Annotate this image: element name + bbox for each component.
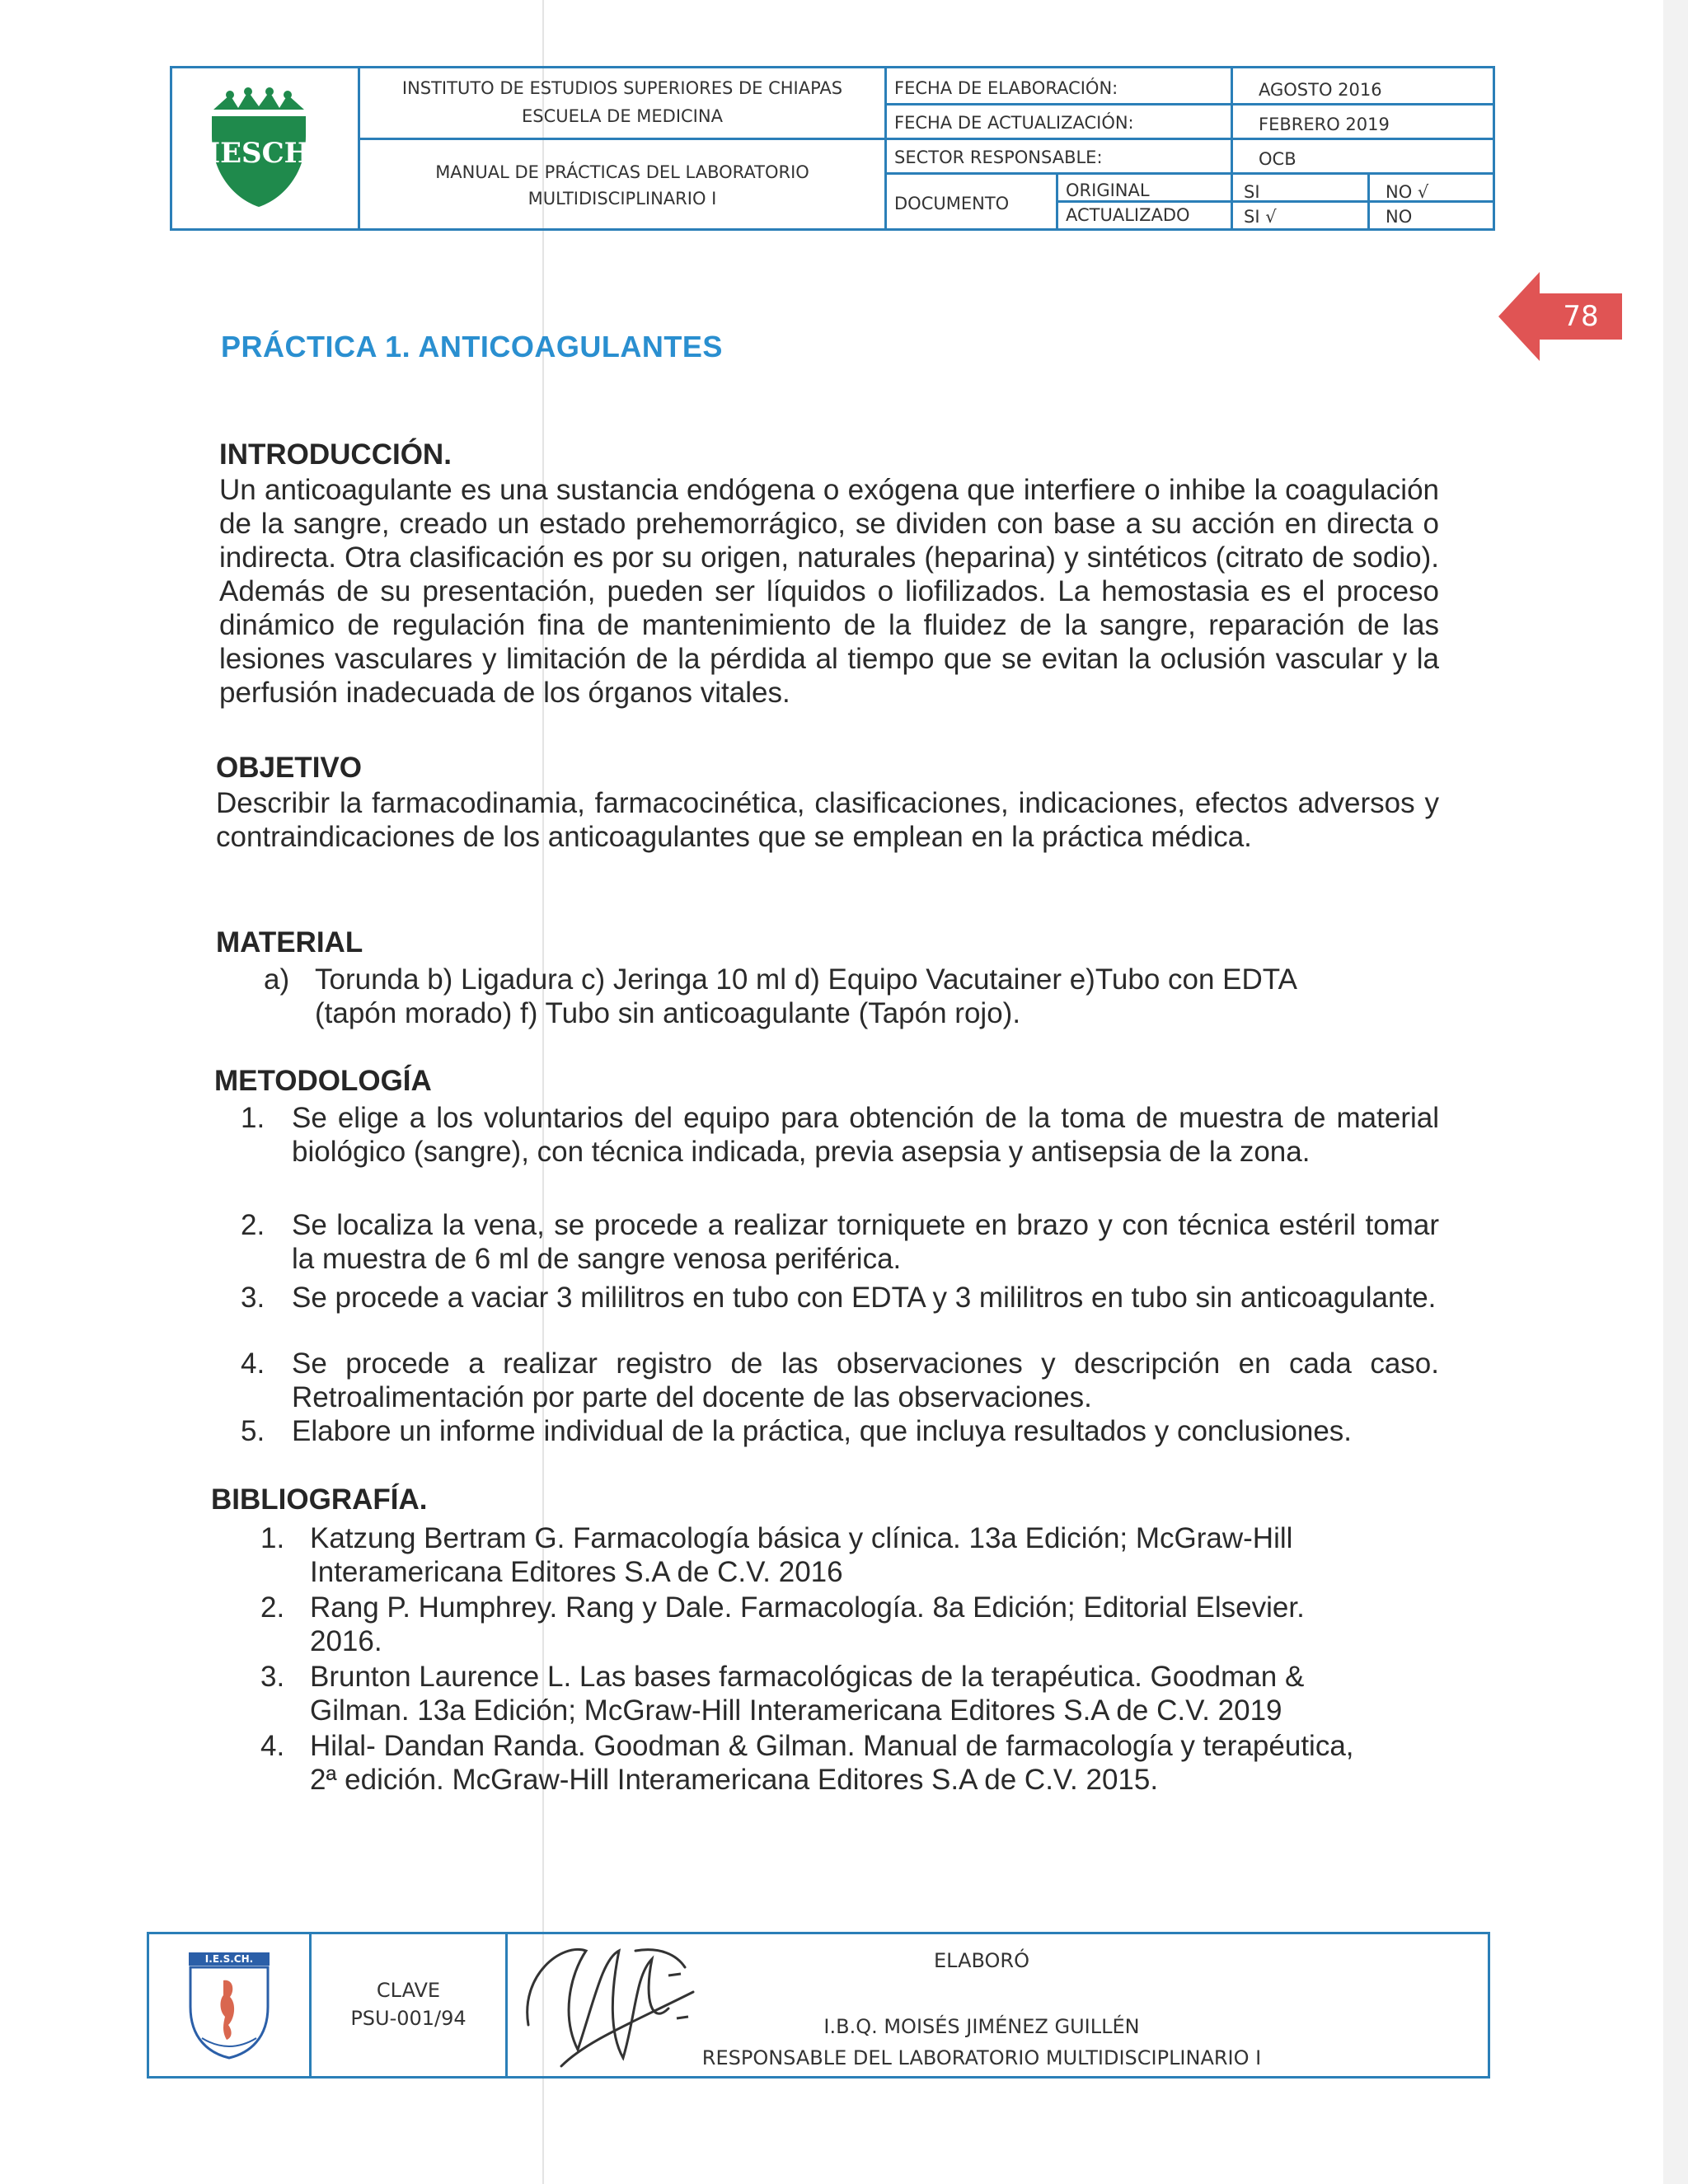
- item-text: Se localiza la vena, se procede a realizar torniquete en brazo y con técnica estéril tomar la muestra de 6 ml de sangre venosa periférica.: [292, 1209, 1439, 1275]
- svg-text:IESCH: IESCH: [207, 137, 311, 170]
- actualizado-label: ACTUALIZADO: [1066, 205, 1190, 225]
- item-text-line2: Gilman. 13a Edición; McGraw-Hill Interamericana Editores S.A de C.V. 2019: [310, 1694, 1282, 1727]
- material-list-item: [264, 963, 1434, 1037]
- item-text-line1: Brunton Laurence L. Las bases farmacológicas de la terapéutica. Goodman &: [310, 1661, 1305, 1693]
- item-number: 1.: [241, 1102, 265, 1134]
- manual-title-line1: MANUAL DE PRÁCTICAS DEL LABORATORIO: [435, 162, 809, 182]
- original-si: SI: [1244, 182, 1260, 202]
- item-text: Se procede a realizar registro de las observaciones y descripción en cada caso. Retroalimentación por parte del docente de las observaciones.: [292, 1347, 1439, 1413]
- documento-label: DOCUMENTO: [894, 194, 1010, 213]
- bibliography-item-4: [260, 1729, 1439, 1800]
- fecha-actualizacion-label: FECHA DE ACTUALIZACIÓN:: [894, 113, 1134, 133]
- document-header-table: [170, 66, 1495, 231]
- item-number: 2.: [241, 1209, 265, 1241]
- author-name: I.B.Q. MOISÉS JIMÉNEZ GUILLÉN: [823, 2015, 1140, 2038]
- actualizado-si: SI √: [1244, 207, 1277, 227]
- iesch-logo: [197, 87, 321, 210]
- item-text: Elabore un informe individual de la práctica, que incluya resultados y conclusiones.: [292, 1415, 1353, 1447]
- bibliography-item-1: [260, 1521, 1439, 1592]
- intro-heading: INTRODUCCIÓN.: [219, 438, 452, 471]
- intro-paragraph: Un anticoagulante es una sustancia endógena o exógena que interfiere o inhibe la coagulación de la sangre, creado un estado prehemorrágico, se dividen con base a su acción en directa o indirecta. Otra clasificación es por su origen, naturales (heparina) y sintéticos (citrato de sodio). Además de su presentación, pueden ser líquidos o liofilizados. La hemostasia es el proceso dinámico de regulación fina de mantenimiento de la fluidez de la sangre, reparación de las lesiones vasculares y limitación de la pérdida al tiempo que se evitan la oclusión vascular y la perfusión inadecuada de los órganos vitales.: [219, 474, 1439, 709]
- methodology-heading: METODOLOGÍA: [214, 1065, 432, 1097]
- page-number: 78: [1563, 300, 1599, 333]
- bibliography-item-2: [260, 1591, 1439, 1661]
- item-number: 4.: [241, 1347, 265, 1380]
- item-number: 3.: [241, 1282, 265, 1314]
- manual-title-line2: MULTIDISCIPLINARIO I: [528, 189, 717, 209]
- sector-value: OCB: [1259, 149, 1296, 169]
- document-footer-table: [147, 1932, 1490, 2079]
- bibliography-item-3: [260, 1660, 1439, 1731]
- author-role: RESPONSABLE DEL LABORATORIO MULTIDISCIPLINARIO I: [701, 2046, 1262, 2069]
- objective-heading: OBJETIVO: [216, 752, 362, 784]
- objective-paragraph: Describir la farmacodinamia, farmacocinética, clasificaciones, indicaciones, efectos adversos y contraindicaciones de los anticoagulantes que se emplean en la práctica médica.: [216, 787, 1439, 853]
- institute-name: INSTITUTO DE ESTUDIOS SUPERIORES DE CHIAPAS: [401, 78, 843, 98]
- material-heading: MATERIAL: [216, 926, 363, 958]
- page-number-tab: [1498, 272, 1622, 361]
- item-text-line2: 2ª edición. McGraw-Hill Interamericana Editores S.A de C.V. 2015.: [310, 1764, 1159, 1796]
- item-text-line2: 2016.: [310, 1625, 382, 1657]
- item-number: 5.: [241, 1415, 265, 1447]
- item-number: 2.: [260, 1591, 285, 1624]
- svg-text:I.E.S.CH.: I.E.S.CH.: [204, 1953, 254, 1965]
- item-number: 3.: [260, 1661, 285, 1693]
- original-no: NO √: [1386, 182, 1429, 202]
- item-text-line1: Rang P. Humphrey. Rang y Dale. Farmacología. 8a Edición; Editorial Elsevier.: [310, 1591, 1305, 1624]
- item-text: Se procede a vaciar 3 mililitros en tubo con EDTA y 3 mililitros en tubo sin anticoagulante.: [292, 1282, 1437, 1314]
- item-text: Se elige a los voluntarios del equipo para obtención de la toma de muestra de material biológico (sangre), con técnica indicada, previa asepsia y antisepsia de la zona.: [292, 1102, 1439, 1168]
- item-text-line2: Interamericana Editores S.A de C.V. 2016: [310, 1556, 843, 1588]
- item-number: 1.: [260, 1522, 285, 1554]
- fecha-actualizacion-value: FEBRERO 2019: [1259, 115, 1390, 134]
- material-line2: (tapón morado) f) Tubo sin anticoagulante (Tapón rojo).: [315, 997, 1021, 1029]
- item-number: 4.: [260, 1730, 285, 1762]
- sector-label: SECTOR RESPONSABLE:: [894, 148, 1103, 167]
- elaboro-label: ELABORÓ: [933, 1949, 1029, 1972]
- bibliography-heading: BIBLIOGRAFÍA.: [211, 1483, 428, 1516]
- school-name: ESCUELA DE MEDICINA: [522, 106, 723, 126]
- item-text-line1: Hilal- Dandan Randa. Goodman & Gilman. Manual de farmacología y terapéutica,: [310, 1730, 1354, 1762]
- school-seal: [185, 1949, 273, 2061]
- material-marker: a): [264, 963, 290, 996]
- scan-right-edge: [1663, 0, 1688, 2184]
- clave-label: CLAVE: [376, 1979, 441, 2002]
- fecha-elaboracion-value: AGOSTO 2016: [1259, 80, 1382, 100]
- fecha-elaboracion-label: FECHA DE ELABORACIÓN:: [894, 78, 1118, 98]
- item-text-line1: Katzung Bertram G. Farmacología básica y clínica. 13a Edición; McGraw-Hill: [310, 1522, 1293, 1554]
- material-line1: Torunda b) Ligadura c) Jeringa 10 ml d) Equipo Vacutainer e)Tubo con EDTA: [315, 963, 1297, 996]
- clave-value: PSU-001/94: [350, 2007, 467, 2030]
- practice-title: PRÁCTICA 1. ANTICOAGULANTES: [221, 330, 723, 363]
- original-label: ORIGINAL: [1066, 180, 1150, 200]
- scan-fold-line: [542, 0, 544, 2184]
- actualizado-no: NO: [1386, 207, 1413, 227]
